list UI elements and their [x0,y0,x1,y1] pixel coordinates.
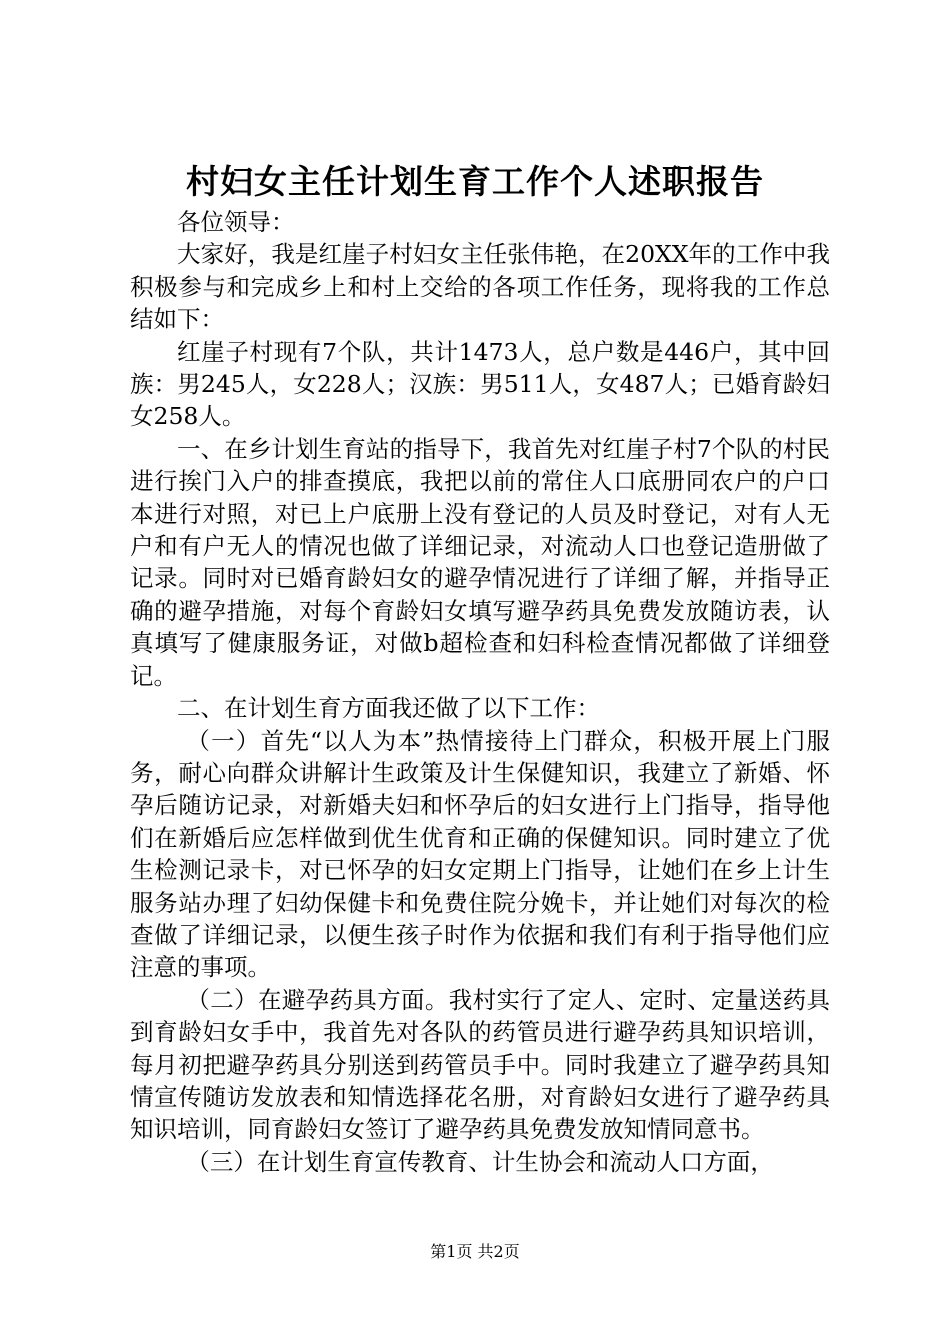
item-three-paragraph: （三）在计划生育宣传教育、计生协会和流动人口方面， [186,1147,774,1176]
intro-paragraph: 大家好，我是红崖子村妇女主任张伟艳，在20XX年的工作中我积极参与和完成乡上和村上交给的各项工作任务，现将我的工作总结如下： [130,240,830,334]
section-one-paragraph: 一、在乡计划生育站的指导下，我首先对红崖子村7个队的村民进行挨门入户的排查摸底，我把以前的常住人口底册同农户的户口本进行对照，对已上户底册上没有登记的人员及时登记，对有人无户和有户无人的情况也做了详细记录，对流动人口也登记造册做了记录。同时对已婚育龄妇女的避孕情况进行了详细了解，并指导正确的避孕措施，对每个育龄妇女填写避孕药具免费发放随访表，认真填写了健康服务证，对做b超检查和妇科检查情况都做了详细登记。 [130,434,830,690]
page-footer: 第1页 共2页 [430,1242,520,1261]
document-body [130,206,830,1178]
item-one-paragraph: （一）首先“以人为本”热情接待上门群众，积极开展上门服务，耐心向群众讲解计生政策及计生保健知识，我建立了新婚、怀孕后随访记录，对新婚夫妇和怀孕后的妇女进行上门指导，指导他们在新婚后应怎样做到优生优育和正确的保健知识。同时建立了优生检测记录卡，对已怀孕的妇女定期上门指导，让她们在乡上计生服务站办理了妇幼保健卡和免费住院分娩卡，并让她们对每次的检查做了详细记录，以便生孩子时作为依据和我们有利于指导他们应注意的事项。 [130,726,830,982]
population-paragraph: 红崖子村现有7个队，共计1473人，总户数是446户，其中回族：男245人，女228人；汉族：男511人，女487人；已婚育龄妇女258人。 [130,337,830,431]
salutation: 各位领导： [177,208,295,236]
item-two-paragraph: （二）在避孕药具方面。我村实行了定人、定时、定量送药具到育龄妇女手中，我首先对各队的药管员进行避孕药具知识培训，每月初把避孕药具分别送到药管员手中。同时我建立了避孕药具知情宣传随访发放表和知情选择花名册，对育龄妇女进行了避孕药具知识培训，同育龄妇女签订了避孕药具免费发放知情同意书。 [130,985,830,1144]
section-two-heading: 二、在计划生育方面我还做了以下工作： [177,694,600,723]
document-title: 村妇女主任计划生育工作个人述职报告 [186,162,764,201]
